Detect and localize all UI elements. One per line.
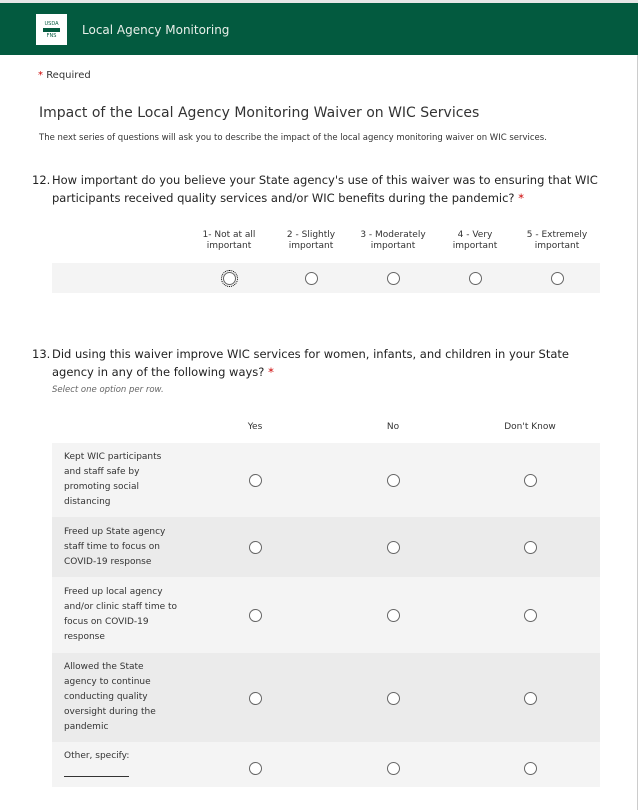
- q12-radio-option-4[interactable]: [469, 272, 482, 285]
- q13-radio-dont-know[interactable]: [524, 541, 537, 554]
- q13-table-row: [52, 742, 600, 787]
- q13-radio-dont-know[interactable]: [524, 692, 537, 705]
- q13-radio-no[interactable]: [387, 609, 400, 622]
- usda-logo: USDA FNS: [36, 14, 67, 45]
- q13-hint: Select one option per row.: [52, 385, 164, 395]
- q12-radio-option-5[interactable]: [551, 272, 564, 285]
- q12-radio-option-2[interactable]: [305, 272, 318, 285]
- q13-radio-yes[interactable]: [249, 762, 262, 775]
- q12-radio-option-1[interactable]: [223, 272, 236, 285]
- q13-row-label: Freed up State agency staff time to focus on COVID-19 response: [64, 527, 166, 567]
- q12-column-header: 1- Not at all important: [202, 230, 256, 251]
- q13-column-header: No: [386, 422, 400, 432]
- required-note: * Required: [38, 70, 91, 81]
- q13-radio-no[interactable]: [387, 474, 400, 487]
- q13-radio-yes[interactable]: [249, 541, 262, 554]
- q13-text: Did using this waiver improve WIC services for women, infants, and children in your State agency in any of the following ways? *: [52, 347, 569, 379]
- q12-column-header: 5 - Extremely important: [526, 230, 588, 251]
- form-header: [0, 3, 638, 55]
- q13-number: 13.: [32, 347, 51, 361]
- q13-row-label: Allowed the State agency to continue conducting quality oversight during the pandemic: [64, 662, 156, 732]
- q12-number: 12.: [32, 173, 51, 187]
- q13-radio-dont-know[interactable]: [524, 474, 537, 487]
- q13-table-row: [52, 443, 600, 517]
- other-specify-input[interactable]: [64, 776, 129, 777]
- q13-row-label: Other, specify:: [64, 749, 179, 777]
- q12-text: How important do you believe your State agency's use of this waiver was to ensuring that WIC participants received quality services and/or WIC benefits during the pandemic? *: [52, 173, 598, 205]
- q12-column-header: 3 - Moderately important: [360, 230, 426, 251]
- q13-column-header: Don't Know: [504, 422, 556, 432]
- q13-table-row: [52, 653, 600, 742]
- q13-table-row: [52, 577, 600, 653]
- q13-radio-yes[interactable]: [249, 692, 262, 705]
- q13-column-header: Yes: [247, 422, 263, 432]
- q13-radio-dont-know[interactable]: [524, 609, 537, 622]
- q13-radio-no[interactable]: [387, 762, 400, 775]
- q12-column-header: 4 - Very important: [452, 230, 498, 251]
- q13-radio-dont-know[interactable]: [524, 762, 537, 775]
- q13-row-label: Kept WIC participants and staff safe by promoting social distancing: [64, 452, 162, 507]
- q12-likert-row: [52, 263, 600, 293]
- section-title: Impact of the Local Agency Monitoring Waiver on WIC Services: [39, 105, 480, 121]
- q13-radio-yes[interactable]: [249, 474, 262, 487]
- q13-table-row: [52, 517, 600, 577]
- q12-column-header: 2 - Slightly important: [286, 230, 336, 251]
- q13-row-label: Freed up local agency and/or clinic staff time to focus on COVID-19 response: [64, 587, 178, 642]
- form-title: Local Agency Monitoring: [82, 23, 230, 37]
- section-description: The next series of questions will ask you to describe the impact of the local agency monitoring waiver on WIC services.: [39, 133, 547, 143]
- q13-radio-no[interactable]: [387, 541, 400, 554]
- q12-radio-option-3[interactable]: [387, 272, 400, 285]
- q13-radio-yes[interactable]: [249, 609, 262, 622]
- q13-radio-no[interactable]: [387, 692, 400, 705]
